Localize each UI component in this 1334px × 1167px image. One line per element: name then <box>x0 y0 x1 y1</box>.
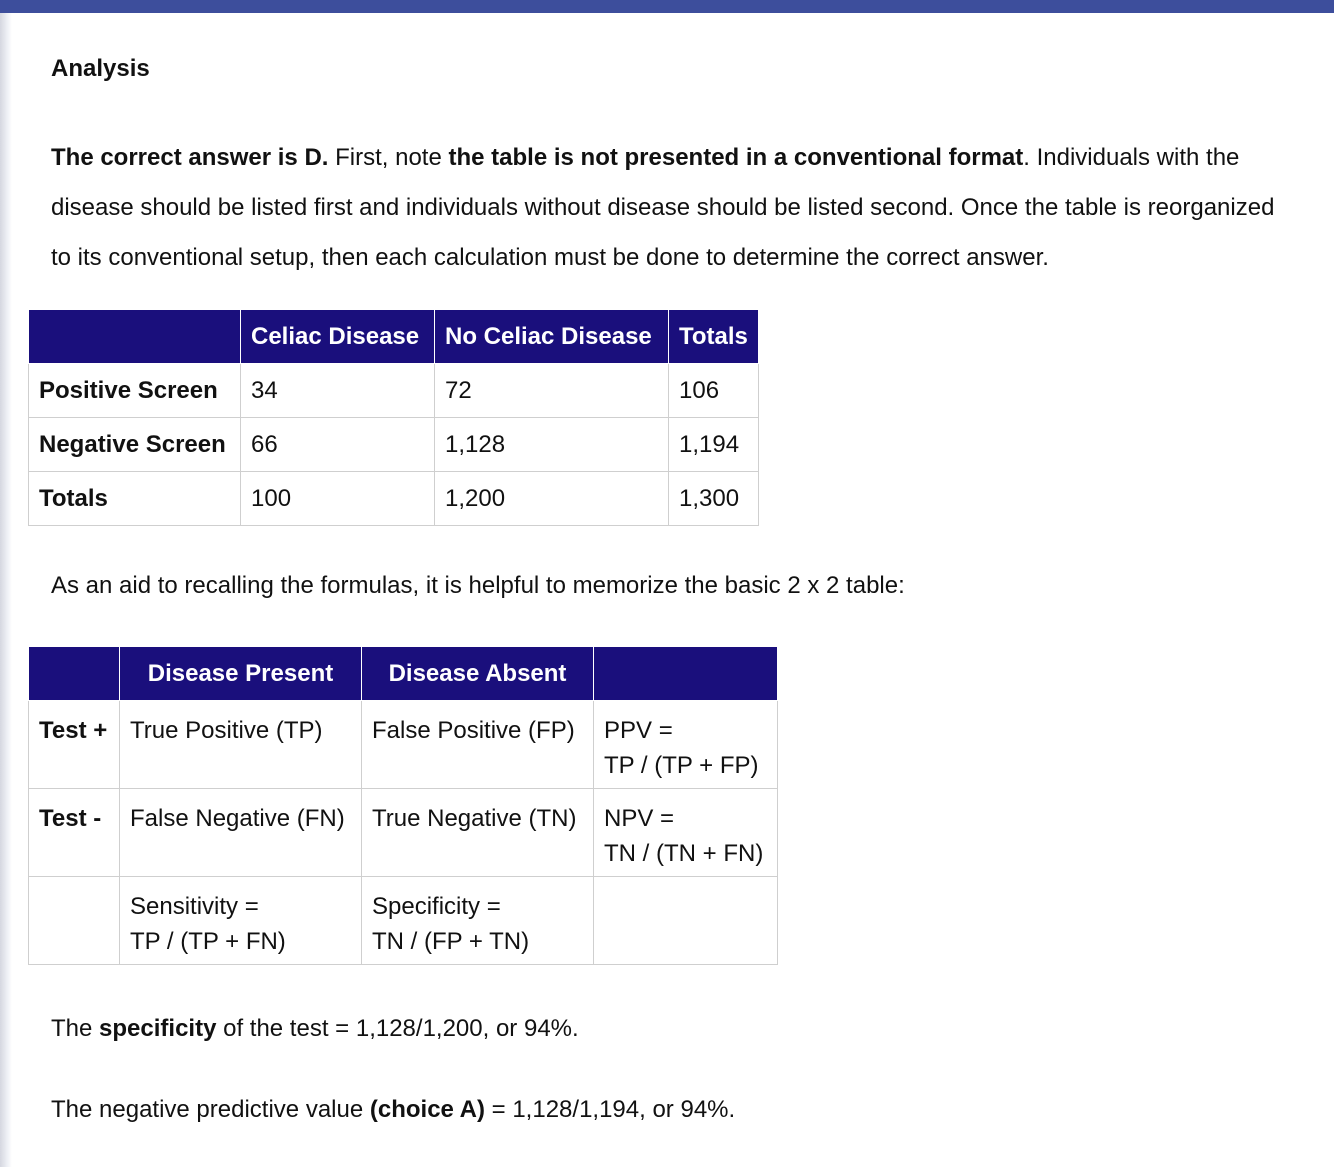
explanation-paragraph <box>51 133 1301 283</box>
header-disease-present: Disease Present <box>120 647 362 701</box>
true-negative-cell: True Negative (TN) <box>362 789 594 877</box>
header-totals: Totals <box>669 310 759 364</box>
table-row <box>29 877 778 965</box>
header-cell-empty <box>29 310 241 364</box>
npv-formula-cell <box>594 789 778 877</box>
specificity-text-pre: The <box>51 1015 100 1042</box>
row-label-test-negative: Test - <box>29 789 120 877</box>
table-header-row <box>29 647 778 701</box>
specificity-term: specificity <box>99 1015 217 1042</box>
table-cell: 100 <box>241 472 435 526</box>
header-cell-empty <box>29 647 120 701</box>
sensitivity-label: Sensitivity = <box>130 893 259 920</box>
header-disease-absent: Disease Absent <box>362 647 594 701</box>
npv-text-pre: The negative predictive value <box>51 1096 370 1123</box>
empty-cell <box>594 877 778 965</box>
left-window-edge <box>0 13 12 1167</box>
table-cell: 1,300 <box>669 472 759 526</box>
top-nav-bar <box>0 0 1334 13</box>
table-cell: 34 <box>241 364 435 418</box>
specificity-result <box>51 1015 579 1043</box>
table-cell: 1,200 <box>435 472 669 526</box>
table-header-row <box>29 310 759 364</box>
npv-result <box>51 1096 735 1124</box>
table-row <box>29 472 759 526</box>
false-negative-cell: False Negative (FN) <box>120 789 362 877</box>
row-label-positive-screen: Positive Screen <box>29 364 241 418</box>
table-cell: 66 <box>241 418 435 472</box>
celiac-screening-table <box>28 309 759 526</box>
row-label-empty <box>29 877 120 965</box>
explanation-text-2: . Individuals with the disease should be listed first and individuals without disease should be listed second. Once the table is reorganized to its conventional setup, then each calculation must be done to determine the correct answer. <box>51 144 1275 271</box>
correct-answer-statement: The correct answer is D. <box>51 144 329 171</box>
choice-a-label: (choice A) <box>369 1096 485 1123</box>
specificity-text-post: of the test = 1,128/1,200, or 94%. <box>216 1015 579 1042</box>
false-positive-cell: False Positive (FP) <box>362 701 594 789</box>
table-cell: 1,194 <box>669 418 759 472</box>
table-row <box>29 789 778 877</box>
header-cell-empty-right <box>594 647 778 701</box>
row-label-negative-screen: Negative Screen <box>29 418 241 472</box>
table-row <box>29 364 759 418</box>
true-positive-cell: True Positive (TP) <box>120 701 362 789</box>
sensitivity-formula: TP / (TP + FN) <box>130 928 286 955</box>
table-row <box>29 701 778 789</box>
analysis-heading: Analysis <box>51 55 150 82</box>
table-row <box>29 418 759 472</box>
specificity-formula: TN / (FP + TN) <box>372 928 530 955</box>
npv-text-post: = 1,128/1,194, or 94%. <box>484 1096 736 1123</box>
sensitivity-formula-cell <box>120 877 362 965</box>
specificity-formula-cell <box>362 877 594 965</box>
header-celiac-disease: Celiac Disease <box>241 310 435 364</box>
explanation-text-1: First, note <box>328 144 449 171</box>
table-cell: 1,128 <box>435 418 669 472</box>
ppv-formula: TP / (TP + FP) <box>604 752 759 779</box>
aid-text: As an aid to recalling the formulas, it is helpful to memorize the basic 2 x 2 table: <box>51 572 905 599</box>
ppv-label: PPV = <box>604 717 673 744</box>
ppv-formula-cell <box>594 701 778 789</box>
specificity-label: Specificity = <box>372 893 501 920</box>
npv-label: NPV = <box>604 805 675 832</box>
table-cell: 106 <box>669 364 759 418</box>
header-no-celiac-disease: No Celiac Disease <box>435 310 669 364</box>
row-label-totals: Totals <box>29 472 241 526</box>
table-format-note: the table is not presented in a conventional format <box>448 144 1024 171</box>
basic-2x2-table <box>28 646 778 965</box>
row-label-test-positive: Test + <box>29 701 120 789</box>
npv-formula: TN / (TN + FN) <box>604 840 764 867</box>
table-cell: 72 <box>435 364 669 418</box>
